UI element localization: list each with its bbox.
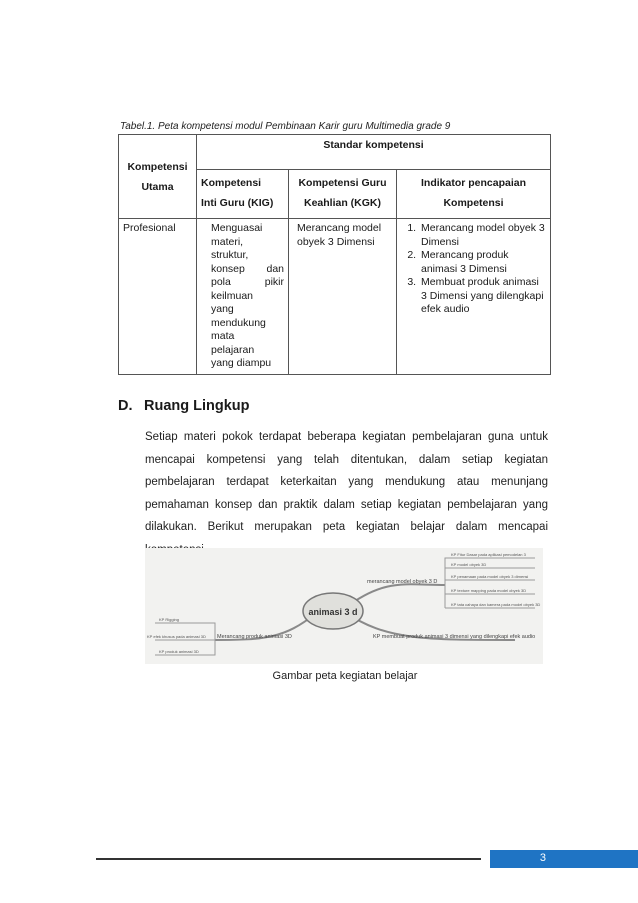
competency-table <box>118 134 551 375</box>
table-row <box>119 219 551 375</box>
kig-line: mata <box>211 330 235 342</box>
kig-line: struktur, <box>211 249 249 261</box>
header-utama-line2: Utama <box>141 180 174 193</box>
mindmap-branch-top: merancang model obyek 3 D <box>367 579 438 585</box>
list-item: 2. Merancang produk animasi 3 Dimensi <box>419 249 546 276</box>
mindmap-leaf: KP texture mapping pada model obyek 3D <box>451 588 527 593</box>
mindmap-leaf: KP model obyek 3D <box>451 562 487 567</box>
section-paragraph: Setiap materi pokok terdapat beberapa kegiatan pembelajaran guna untuk mencapai kompetensi yang telah ditentukan, dalam setiap kegiatan pembelajaran terdapat keterkaitan yang mendukung atau menunjang pemahaman konsep dan praktik dalam setiap kegiatan pembelajaran yang dilakukan. Berikut merupakan peta kegiatan belajar dalam mencapai <box>145 431 548 533</box>
mindmap-image <box>145 548 543 664</box>
header-kgk-line1: Kompetensi Guru <box>298 177 387 189</box>
mindmap-branch-left: Merancang produk animasi 3D <box>217 634 292 640</box>
mindmap-leaf: KP penamaan pada model obyek 3 dimensi <box>451 574 529 579</box>
mindmap-leaf: KP tata cahaya dan kamera pada model obyek 3D <box>451 602 541 607</box>
list-item: 1. Merancang model obyek 3 Dimensi <box>419 222 546 249</box>
kig-line: pelajaran <box>211 343 255 356</box>
kig-line: yang <box>211 303 234 315</box>
mindmap-center-label: animasi 3 d <box>308 607 358 617</box>
kig-line: keilmuan <box>211 289 254 302</box>
header-kig-line1: Kompetensi <box>201 177 262 189</box>
mindmap-branch-bottom: KP membuat produk animasi 3 dimensi yang dilengkapi efek audio <box>373 634 536 640</box>
header-indikator-line1: Indikator pencapaian <box>421 177 527 189</box>
table-caption: Tabel.1. Peta kompetensi modul Pembinaan Karir guru Multimedia grade 9 <box>120 121 451 132</box>
kig-line: yang diampu <box>211 357 272 369</box>
header-indikator-line2: Kompetensi <box>443 197 504 209</box>
header-kig-line2: Inti Guru (KIG) <box>201 197 274 209</box>
mindmap-leaf: KP Rigging <box>159 617 179 622</box>
mindmap-leaf: KP produk animasi 3D <box>159 649 199 654</box>
header-indikator <box>397 170 551 219</box>
cell-indikator <box>397 219 551 375</box>
kig-line: materi, <box>211 235 244 248</box>
page-number-tab <box>490 850 638 868</box>
kig-line: pola pikir <box>211 276 284 288</box>
section-number: D. <box>118 398 133 414</box>
indikator-list <box>401 222 546 317</box>
header-standar-kompetensi: Standar kompetensi <box>197 135 551 170</box>
cell-kompetensi-utama: Profesional <box>119 219 197 375</box>
header-kig <box>197 170 289 219</box>
header-kgk-line2: Keahlian (KGK) <box>303 197 381 209</box>
figure-caption: Gambar peta kegiatan belajar <box>272 670 418 682</box>
mindmap-leaf: KP Fitur Dasar pada aplikasi pemodelan 3 <box>451 552 526 557</box>
page-number: 3 <box>539 852 546 864</box>
kig-line: mendukung <box>211 316 266 329</box>
header-kompetensi-utama <box>119 135 197 219</box>
list-item: 3. Membuat produk animasi 3 Dimensi yang dilengkapi efek audio <box>419 276 546 317</box>
cell-kgk: Merancang model obyek 3 Dimensi <box>289 219 397 375</box>
footer-rule <box>96 858 481 860</box>
cell-kig <box>197 219 289 375</box>
section-title: Ruang Lingkup <box>144 398 250 414</box>
section-heading <box>118 398 250 414</box>
header-kgk <box>289 170 397 219</box>
kig-line: konsep dan <box>211 262 284 275</box>
mindmap-leaf: KP efek khusus pada animasi 3D <box>147 634 206 639</box>
kig-line: Menguasai <box>211 222 263 234</box>
header-utama-line1: Kompetensi <box>127 160 188 173</box>
